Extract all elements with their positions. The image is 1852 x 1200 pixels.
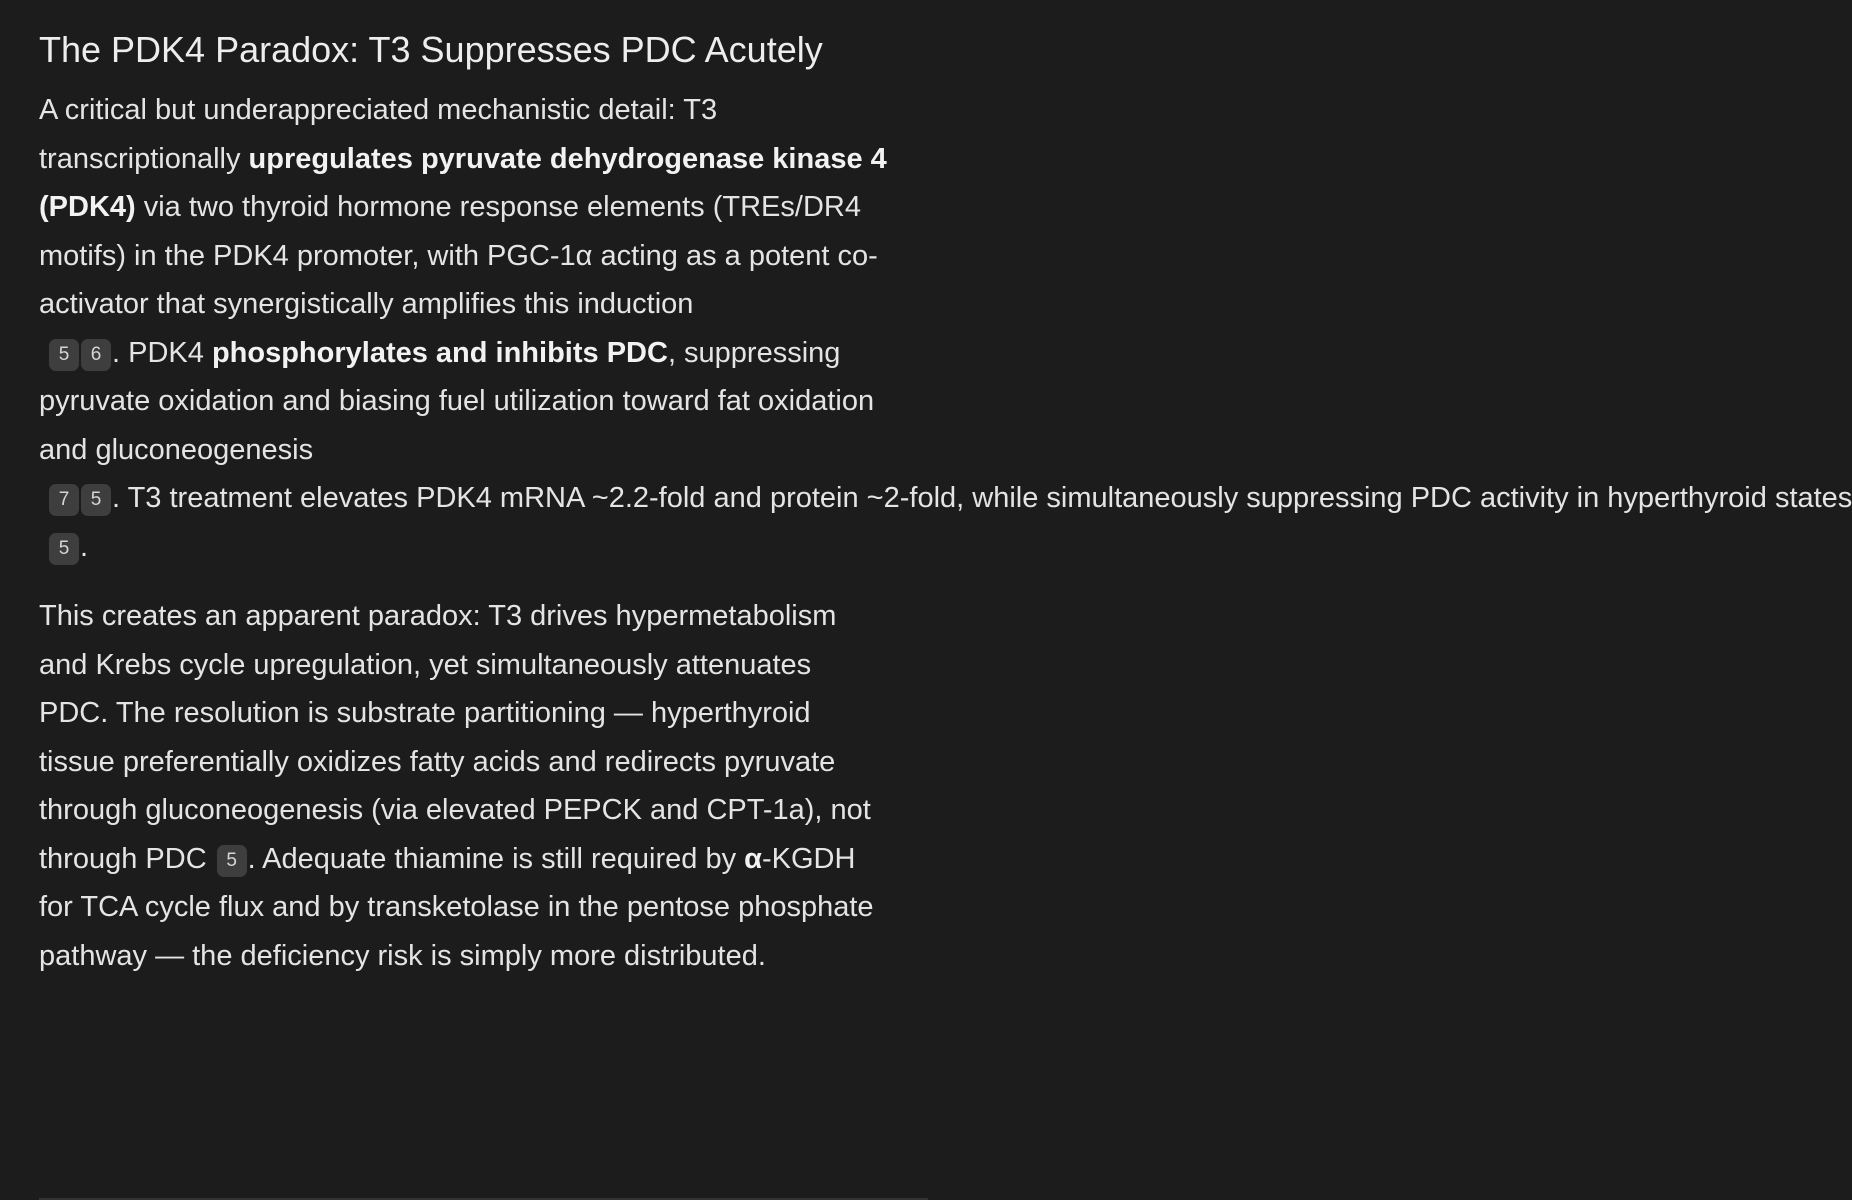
citation-badge[interactable]: 7 — [49, 484, 79, 516]
bold-phrase-pdk4: upregulates pyruvate dehydrogenase kinase 4 (PDK4) — [39, 142, 887, 223]
citation-badge[interactable]: 5 — [217, 845, 247, 877]
paragraph-text: This creates an apparent paradox: T3 drives hypermetabolism and Krebs cycle upregulation, yet simultaneously attenuates PDC. The resolution is substrate partitioning — hyperthyroid tissue preferentially oxidizes fatty acids and redirects pyruvate through gluconeogenesis (via elevated PEPCK and CPT-1a), not through PDC — [39, 600, 871, 875]
paragraph-text: , suppressing pyruvate oxidation and biasing fuel utilization toward fat oxidation and gluconeogenesis — [39, 336, 875, 466]
bold-alpha: α — [744, 842, 762, 875]
paragraph-text: via two thyroid hormone response elements (TREs/DR4 motifs) in the PDK4 promoter, with PGC-1α acting as a potent co-activator that synergistically amplifies this induction — [39, 191, 878, 320]
paragraph-text: -KGDH for TCA cycle flux and by transketolase in the pentose phosphate pathway — the deficiency risk is simply more distributed. — [39, 842, 874, 972]
paragraph-text: A critical but underappreciated mechanistic detail: T3 transcriptionally — [39, 94, 718, 175]
paragraph-text: . PDK4 — [112, 336, 212, 369]
citation-badge[interactable]: 5 — [49, 339, 79, 371]
section-heading: The PDK4 Paradox: T3 Suppresses PDC Acutely — [39, 29, 823, 70]
paragraph-text: . Adequate thiamine is still required by — [247, 842, 745, 875]
paragraph-pdk4-mechanism — [39, 86, 1852, 571]
bold-phrase-inhibits-pdc: phosphorylates and inhibits PDC — [211, 336, 668, 369]
citation-badge[interactable]: 5 — [49, 533, 79, 565]
paragraph-text: . T3 treatment elevates PDK4 mRNA ~2.2-fold and protein ~2-fold, while simultaneously suppressing PDC activity in hyperthyroid states — [112, 482, 1852, 514]
paragraph-text: . — [80, 530, 89, 563]
citation-badge[interactable]: 6 — [81, 339, 111, 371]
paragraph-paradox-resolution — [39, 592, 888, 980]
citation-badge[interactable]: 5 — [81, 484, 111, 516]
